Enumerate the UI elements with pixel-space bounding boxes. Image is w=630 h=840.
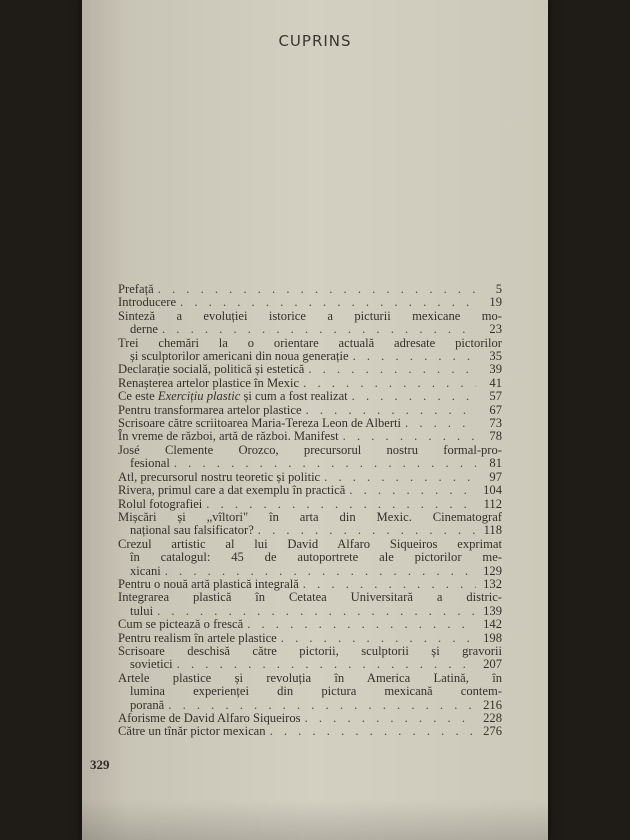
toc-entry-title-line: sovietici	[130, 657, 173, 672]
toc-entry	[118, 337, 502, 364]
toc-page-number: 5	[495, 282, 502, 296]
toc-entry-title-line: Mișcări și „vîltori" în arta din Mexic. Cinematograf	[118, 509, 502, 524]
toc-page-number: 129	[483, 563, 502, 578]
toc-entry	[118, 538, 502, 578]
toc-entry-title-line: În vreme de război, artă de război. Manifest	[118, 429, 339, 444]
toc-entry-title-line: Rolul fotografiei	[118, 496, 203, 511]
dot-leader	[306, 404, 476, 417]
toc-entry	[118, 484, 502, 497]
toc-page-number: 35	[489, 349, 502, 364]
toc-page-number: 198	[483, 630, 502, 645]
dot-leader	[157, 605, 476, 618]
toc-page-number: 132	[483, 576, 502, 591]
toc-entry	[118, 618, 502, 631]
toc-entry	[118, 296, 502, 309]
toc-entry	[118, 471, 502, 484]
toc-entry	[118, 725, 502, 738]
dot-leader	[258, 524, 476, 537]
toc-page-number: 207	[483, 657, 502, 672]
toc-entry	[118, 283, 502, 296]
toc-entry	[118, 390, 502, 403]
dot-leader	[165, 565, 476, 578]
dot-leader	[206, 498, 476, 511]
page-title: CUPRINS	[278, 32, 352, 50]
toc-page-number: 228	[483, 711, 502, 725]
toc-entry-title-line: porană	[130, 697, 165, 712]
toc-entry-title-line: tului	[130, 603, 154, 618]
toc-entry-title-line: Declarație socială, politică și estetică	[118, 362, 305, 377]
toc-page-number: 78	[489, 429, 502, 444]
toc-entry-title-line: Ce este Exercițiu plastic și cum a fost realizat	[118, 389, 348, 404]
toc-entry-title-line: Introducere	[118, 295, 177, 310]
toc-entry	[118, 430, 502, 443]
toc-page-number: 142	[483, 617, 502, 632]
toc-entry-title-line: derne	[130, 322, 158, 337]
toc-entry	[118, 498, 502, 511]
dot-leader	[180, 296, 476, 309]
dot-leader	[308, 363, 476, 376]
toc-entry-title-line: Pentru o nouă artă plastică integrală	[118, 576, 299, 591]
toc-entry	[118, 712, 502, 725]
toc-page-number: 104	[483, 483, 502, 498]
toc-entry	[118, 672, 502, 712]
toc-entry	[118, 377, 502, 390]
toc-page-number: 57	[489, 389, 502, 404]
toc-entry	[118, 591, 502, 618]
toc-entry-title-line: Către un tînăr pictor mexican	[118, 724, 266, 739]
page-shadow	[82, 800, 548, 840]
page-number: 329	[90, 757, 110, 772]
toc-entry-title-line: Aforisme de David Alfaro Siqueiros	[118, 711, 301, 725]
dot-leader	[162, 323, 476, 336]
toc-page-number: 73	[489, 416, 502, 431]
toc-entry-title-line: Pentru realism în artele plastice	[118, 630, 277, 645]
toc-entry	[118, 363, 502, 376]
dot-leader	[158, 283, 476, 296]
toc-entry-title-line: în catalogul: 45 de autoportrete ale pictorilor me-	[130, 550, 502, 565]
toc-entry-title-line: José Clemente Orozco, precursorul nostru formal-pro-	[118, 442, 502, 457]
toc-entry-title-line: Atl, precursorul nostru teoretic și politic	[118, 469, 321, 484]
dot-leader	[247, 618, 476, 631]
toc-entry-title-line: Artele plastice și revoluția în America Latină, în	[118, 670, 502, 685]
toc-page-number: 112	[483, 496, 502, 511]
toc-entry	[118, 632, 502, 645]
dot-leader	[270, 725, 476, 738]
dot-leader	[174, 457, 476, 470]
dot-leader	[349, 484, 476, 497]
dot-leader	[177, 658, 476, 671]
toc-page-number: 139	[483, 603, 502, 618]
dot-leader	[343, 430, 476, 443]
toc-entry	[118, 444, 502, 471]
toc-entry-title-line: Scrisoare către scriitoarea Maria-Tereza Leon de Alberti	[118, 416, 402, 431]
toc-page-number: 216	[483, 697, 502, 712]
toc-entry	[118, 645, 502, 672]
toc-entry-title-line: național sau falsificator?	[130, 523, 254, 538]
toc-entry-title-line: Scrisoare deschisă către pictorii, sculptorii și gravorii	[118, 643, 502, 658]
toc-page-number: 67	[489, 402, 502, 417]
toc-entry	[118, 578, 502, 591]
toc-page-number: 39	[489, 362, 502, 377]
toc-page-number: 81	[489, 456, 502, 471]
toc-entry-title-line: Cum se pictează o frescă	[118, 617, 244, 632]
toc-page-number: 118	[483, 523, 502, 538]
toc-entry	[118, 511, 502, 538]
dot-leader	[281, 632, 476, 645]
dot-leader	[303, 578, 476, 591]
dot-leader	[168, 699, 476, 712]
toc-entry	[118, 310, 502, 337]
toc-entry-title-line: xicani	[130, 563, 161, 578]
toc-entry-title-line: Integrarea plastică în Cetatea Universitară a distric-	[118, 590, 502, 605]
toc-entry-title-line: fesional	[130, 456, 170, 471]
toc-page-number: 276	[483, 724, 502, 739]
toc-entry-title-line: lumina experienței din pictura mexicană contem-	[130, 684, 502, 699]
toc-entry	[118, 417, 502, 430]
dot-leader	[405, 417, 476, 430]
toc-page-number: 41	[489, 375, 502, 390]
dot-leader	[353, 350, 476, 363]
toc-entry-title-line: și sculptorilor americani din noua generație	[130, 349, 349, 364]
toc-page-number: 23	[489, 322, 502, 337]
dot-leader	[305, 712, 476, 725]
toc-entry-title-line: Rivera, primul care a dat exemplu în practică	[118, 483, 346, 498]
toc-entry-title-line: Sinteză a evoluției istorice a picturii mexicane mo-	[118, 308, 502, 323]
dot-leader	[352, 390, 476, 403]
toc-entry-title-line: Prefață	[118, 282, 154, 296]
toc-page-number: 97	[489, 469, 502, 484]
table-of-contents	[118, 283, 502, 739]
toc-page-number: 19	[489, 295, 502, 310]
toc-entry-title-line: Trei chemări la o orientare actuală adresate pictorilor	[118, 335, 502, 350]
toc-entry-title-line: Pentru transformarea artelor plastice	[118, 402, 302, 417]
dot-leader	[324, 471, 476, 484]
toc-entry-title-line: Crezul artistic al lui David Alfaro Siqueiros exprimat	[118, 536, 502, 551]
toc-entry	[118, 404, 502, 417]
dot-leader	[303, 377, 476, 390]
toc-entry-title-line: Renașterea artelor plastice în Mexic	[118, 375, 300, 390]
